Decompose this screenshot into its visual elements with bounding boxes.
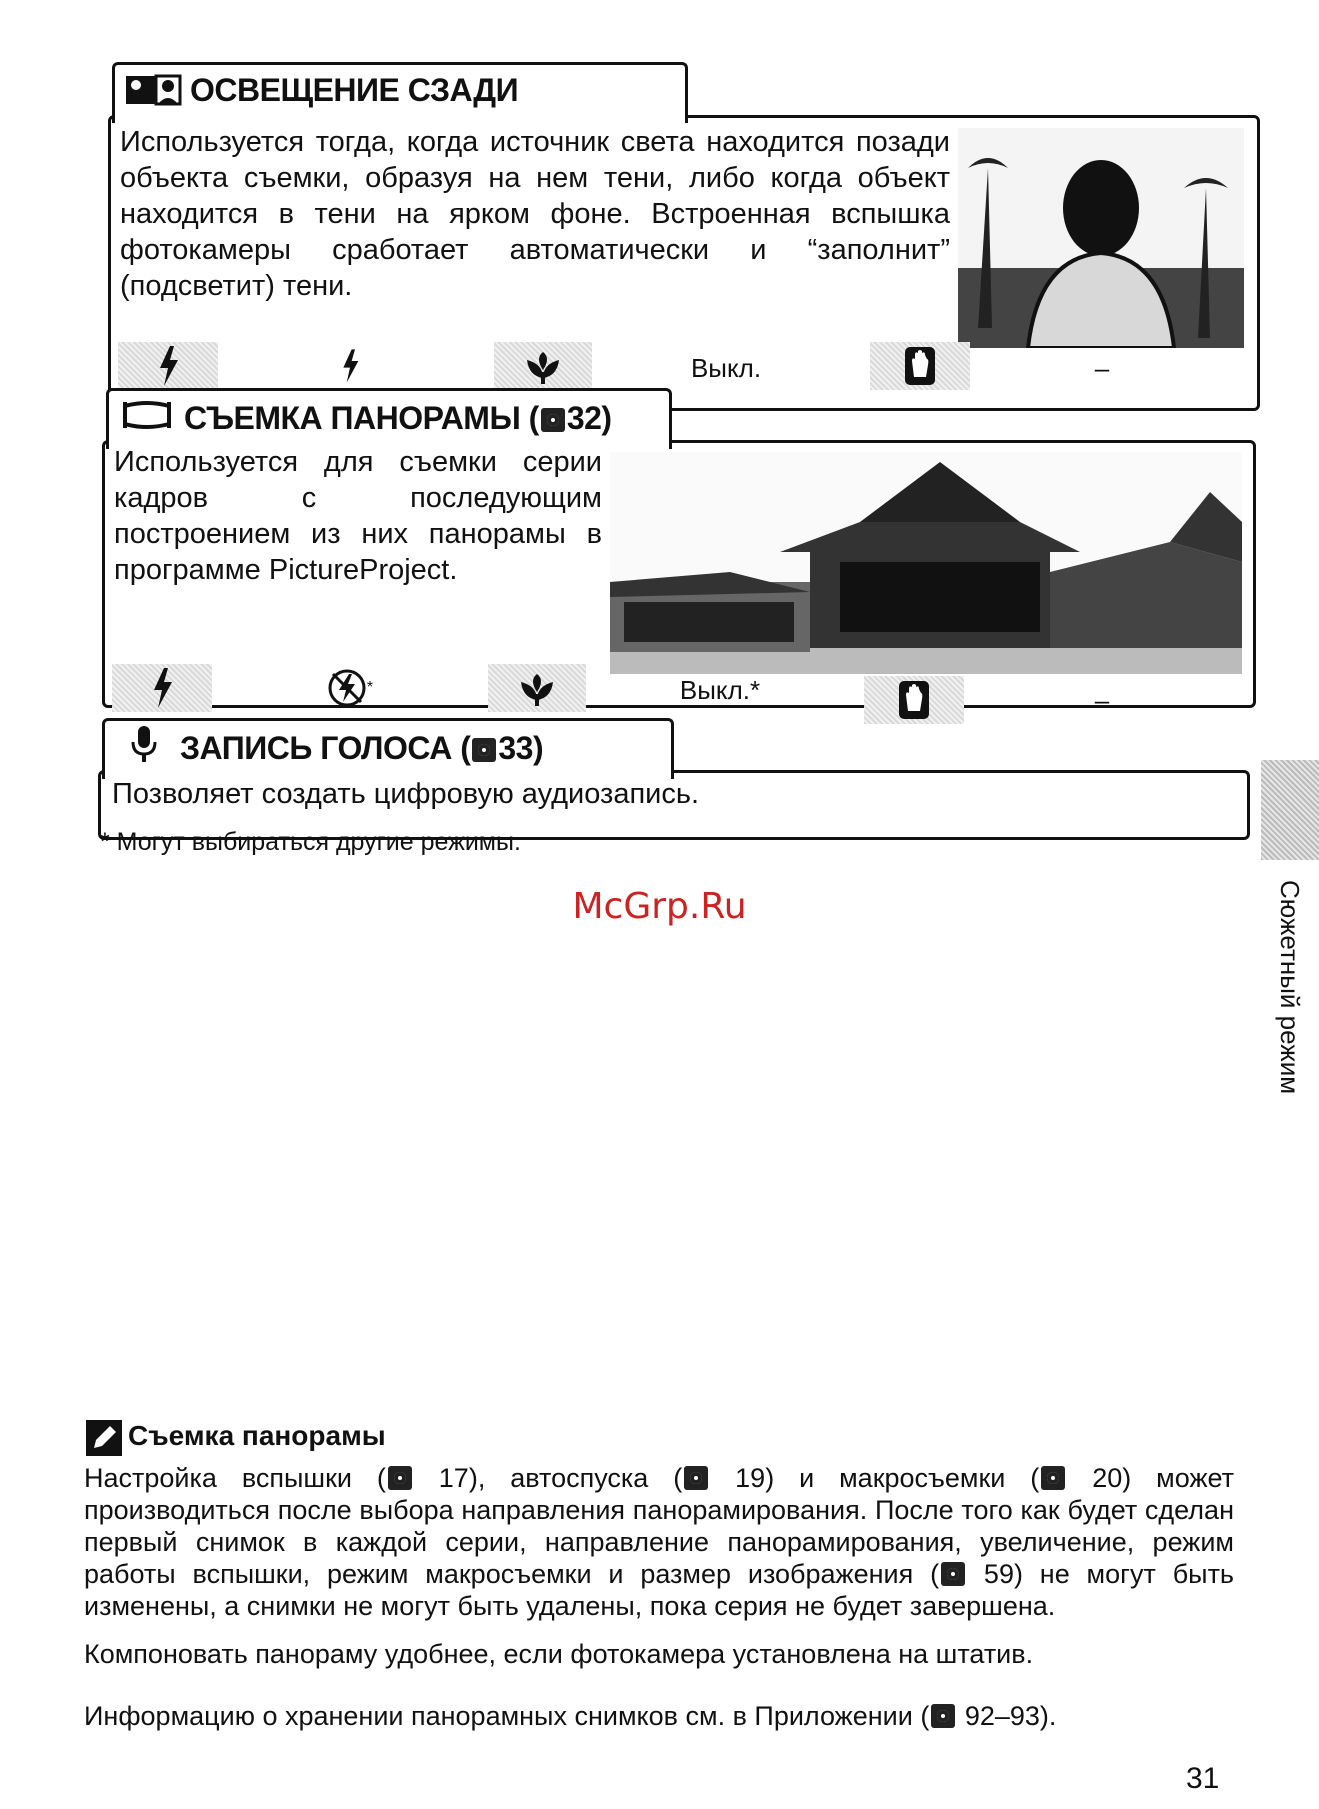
page-number: 31 (1186, 1762, 1220, 1795)
page-reference-icon (541, 408, 565, 432)
backlight-mode-icon (126, 72, 182, 108)
macro-setting-header (488, 664, 586, 712)
flash-fill-icon (300, 342, 400, 390)
flash-setting-header (112, 664, 212, 712)
note-paragraph-1 (84, 1462, 1234, 1622)
macro-setting-header (494, 342, 592, 390)
flash-off-icon (290, 664, 410, 712)
note-title: Съемка панорамы (128, 1420, 386, 1451)
voice-title-ref: 33) (498, 730, 544, 766)
flash-setting-header (118, 342, 218, 390)
flash-value-footnote-mark: * (366, 679, 374, 696)
page-reference-icon (388, 1466, 412, 1490)
page-reference-icon (684, 1466, 708, 1490)
page-reference-icon (472, 738, 496, 762)
panorama-title (184, 400, 612, 437)
voice-description: Позволяет создать цифровую аудиозапись. (112, 778, 700, 810)
panorama-title-text: СЪЕМКА ПАНОРАМЫ ( (184, 400, 539, 436)
voice-title-text: ЗАПИСЬ ГОЛОСА ( (180, 730, 471, 766)
note-p1-a: Настройка вспышки ( (84, 1463, 386, 1493)
note-p1-e: 59) не могут быть изменены, а снимки не могут быть удалены, пока серия не будет завершена. (84, 1559, 1235, 1621)
page-reference-icon (931, 1704, 955, 1728)
backlight-description: Используется тогда, когда источник света находится позади объекта съемки, образуя на нем тени, либо когда объект находится в тени на ярком фоне. Встроенная вспышка фотокамеры сработает автоматически и “заполнит” (подсветит) тени. (120, 126, 950, 302)
footnote: * Могут выбираться другие режимы. (100, 828, 521, 856)
note-paragraph-3 (84, 1700, 1234, 1732)
side-section-label: Сюжетный режим (1275, 880, 1305, 1095)
macro-setting-value: Выкл.* (679, 674, 761, 705)
microphone-icon (130, 726, 158, 762)
backlight-sample-photo (958, 128, 1244, 348)
last-setting-value: – (1094, 684, 1110, 715)
note-p1-c: 19) и макросъемки ( (710, 1463, 1040, 1493)
panorama-title-ref: 32) (566, 400, 612, 436)
note-pencil-icon (86, 1420, 122, 1456)
note-p3-b: 92–93). (957, 1701, 1057, 1731)
watermark: McGrp.Ru (572, 886, 747, 927)
note-p1-b: 17), автоспуска ( (413, 1463, 683, 1493)
last-setting-value: – (1094, 352, 1110, 383)
vr-setting-header (864, 676, 964, 724)
note-p3-a: Информацию о хранении панорамных снимков см. в Приложении ( (84, 1701, 930, 1731)
vr-setting-header (870, 342, 970, 390)
page-reference-icon (1041, 1466, 1065, 1490)
voice-title (180, 730, 543, 767)
macro-setting-value: Выкл. (690, 352, 762, 383)
backlight-title: ОСВЕЩЕНИЕ СЗАДИ (190, 72, 519, 108)
page-reference-icon (941, 1562, 965, 1586)
note-p1-d: 20) может производиться после выбора направления панорамирования. После того как будет сделан первый снимок в каждой серии, направление панорамирования, увеличение, режим работы вспышки, режим макросъемки и размер изображения ( (84, 1463, 1234, 1589)
panorama-sample-photo (610, 452, 1242, 674)
side-tab-marker (1261, 760, 1319, 860)
panorama-mode-icon (122, 398, 172, 432)
panorama-description: Используется для съемки серии кадров с последующим построением из них панорамы в программе PictureProject. (114, 446, 602, 586)
note-paragraph-2: Компоновать панораму удобнее, если фотокамера установлена на штатив. (84, 1639, 1034, 1669)
